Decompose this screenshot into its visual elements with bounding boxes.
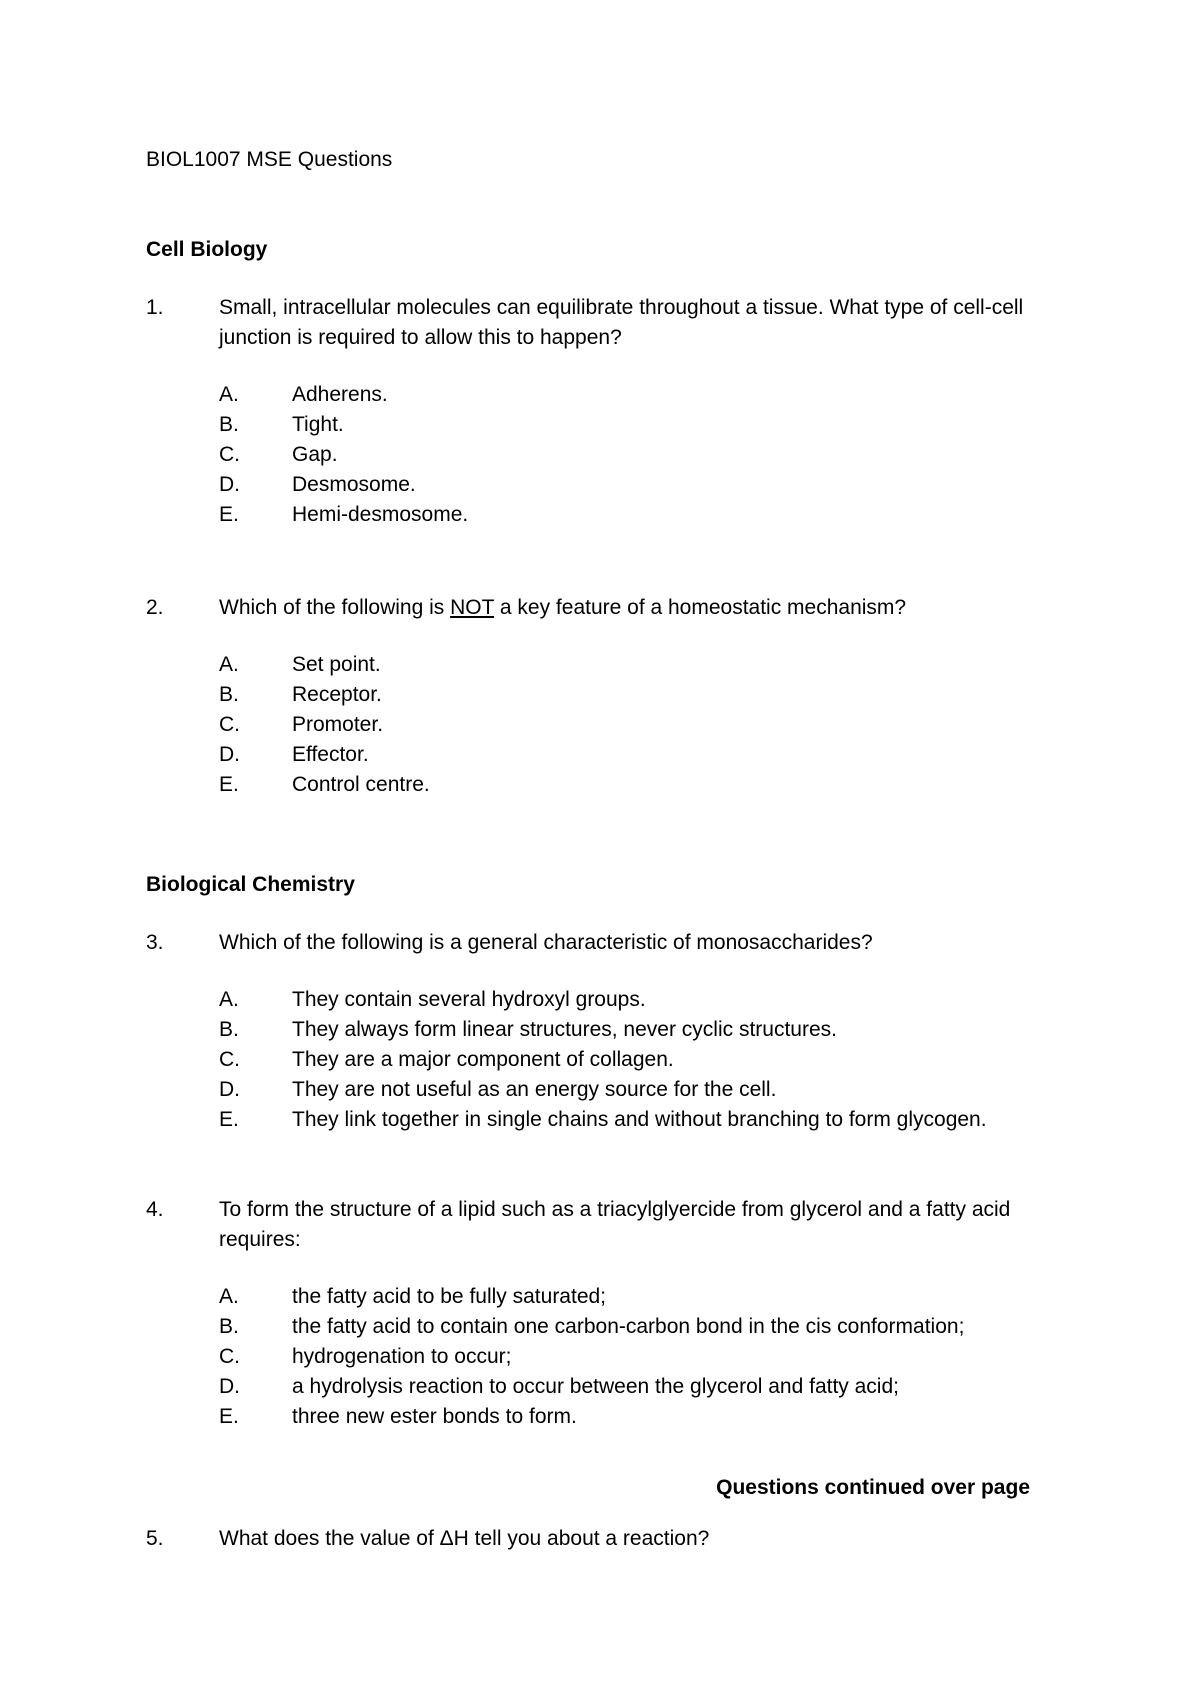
question-text: Small, intracellular molecules can equilibrate throughout a tissue. What type of cell-cell junction is required to allow this to happen? (219, 296, 1024, 349)
option-text: Receptor. (292, 683, 382, 706)
answer-option (219, 1015, 1066, 1045)
option-letter: D. (219, 473, 240, 496)
option-text: They are a major component of collagen. (292, 1048, 674, 1071)
answer-option (219, 1342, 1066, 1372)
option-text: Desmosome. (292, 473, 416, 496)
answer-options (146, 985, 1066, 1135)
option-text: hydrogenation to occur; (292, 1345, 512, 1368)
option-text: Control centre. (292, 773, 430, 796)
answer-options (146, 380, 1066, 530)
option-letter: E. (219, 1108, 239, 1131)
answer-option (219, 500, 1066, 530)
option-letter: E. (219, 1405, 239, 1428)
question-number: 3. (146, 931, 164, 954)
answer-option (219, 985, 1066, 1015)
option-letter: B. (219, 1315, 239, 1338)
option-letter: C. (219, 1048, 240, 1071)
option-letter: C. (219, 443, 240, 466)
question-1 (146, 293, 1066, 530)
answer-option (219, 1312, 1066, 1342)
option-letter: D. (219, 743, 240, 766)
option-text: Gap. (292, 443, 338, 466)
option-text: Set point. (292, 653, 381, 676)
option-letter: B. (219, 413, 239, 436)
answer-options (146, 1282, 1066, 1432)
option-text: Hemi-desmosome. (292, 503, 469, 526)
answer-option (219, 1105, 1066, 1135)
answer-option (219, 740, 1066, 770)
option-text: the fatty acid to be fully saturated; (292, 1285, 607, 1308)
answer-option (219, 680, 1066, 710)
answer-option (219, 1282, 1066, 1312)
option-letter: C. (219, 1345, 240, 1368)
question-number: 1. (146, 296, 164, 319)
option-letter: D. (219, 1375, 240, 1398)
question-text-emphasis: NOT (450, 596, 495, 619)
section-heading-biological-chemistry: Biological Chemistry (146, 873, 355, 896)
option-text: They link together in single chains and without branching to form glycogen. (292, 1108, 987, 1131)
question-number: 5. (146, 1527, 164, 1550)
option-text: Adherens. (292, 383, 388, 406)
option-letter: C. (219, 713, 240, 736)
answer-option (219, 770, 1066, 800)
answer-option (219, 410, 1066, 440)
option-text: They always form linear structures, never cyclic structures. (292, 1018, 837, 1041)
section-heading-cell-biology: Cell Biology (146, 238, 268, 261)
question-text-part: a key feature of a homeostatic mechanism? (494, 596, 907, 619)
continued-note: Questions continued over page (716, 1476, 1030, 1499)
document-title: BIOL1007 MSE Questions (146, 148, 393, 171)
answer-option (219, 380, 1066, 410)
answer-option (219, 470, 1066, 500)
question-3 (146, 928, 1066, 1135)
option-letter: A. (219, 988, 239, 1011)
question-2 (146, 593, 1066, 800)
answer-option (219, 650, 1066, 680)
option-letter: B. (219, 1018, 239, 1041)
question-number: 2. (146, 596, 164, 619)
option-letter: E. (219, 503, 239, 526)
question-text: To form the structure of a lipid such as a triacylglyercide from glycerol and a fatty acid requires: (219, 1198, 1011, 1251)
question-4 (146, 1195, 1066, 1432)
question-text-part: Which of the following is (219, 596, 451, 619)
option-text: Tight. (292, 413, 344, 436)
option-letter: E. (219, 773, 239, 796)
answer-option (219, 1402, 1066, 1432)
question-5 (146, 1524, 1066, 1554)
question-number: 4. (146, 1198, 164, 1221)
option-text: Effector. (292, 743, 369, 766)
answer-option (219, 1075, 1066, 1105)
option-letter: A. (219, 653, 239, 676)
option-text: Promoter. (292, 713, 384, 736)
answer-option (219, 1372, 1066, 1402)
option-text: the fatty acid to contain one carbon-carbon bond in the cis conformation; (292, 1315, 965, 1338)
option-text: They contain several hydroxyl groups. (292, 988, 646, 1011)
option-text: three new ester bonds to form. (292, 1405, 577, 1428)
option-text: a hydrolysis reaction to occur between the glycerol and fatty acid; (292, 1375, 899, 1398)
question-text: What does the value of ΔH tell you about a reaction? (219, 1527, 710, 1550)
option-letter: A. (219, 383, 239, 406)
answer-option (219, 440, 1066, 470)
option-text: They are not useful as an energy source for the cell. (292, 1078, 777, 1101)
option-letter: B. (219, 683, 239, 706)
question-text: Which of the following is a general characteristic of monosaccharides? (219, 931, 873, 954)
question-text (219, 593, 1066, 623)
answer-option (219, 1045, 1066, 1075)
answer-option (219, 710, 1066, 740)
option-letter: A. (219, 1285, 239, 1308)
answer-options (146, 650, 1066, 800)
option-letter: D. (219, 1078, 240, 1101)
